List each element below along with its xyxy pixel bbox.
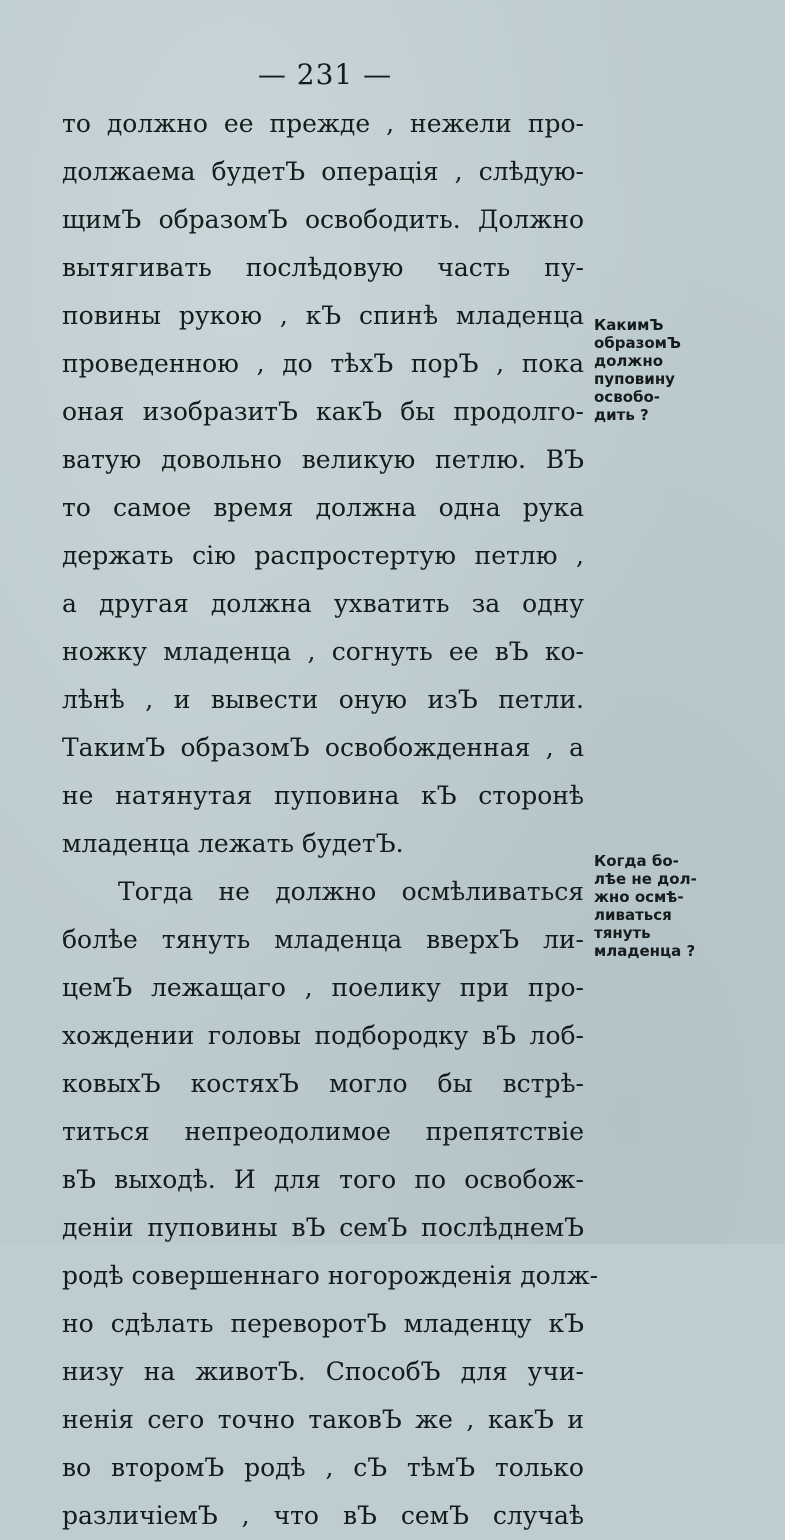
page-number: — 231 — bbox=[257, 58, 393, 91]
text-line: оная изобразитЪ какЪ бы продолго- bbox=[62, 397, 584, 426]
paragraph-1 bbox=[62, 100, 584, 868]
text-line: лѣнѣ , и вывести оную изЪ петли. bbox=[62, 685, 584, 714]
margin-note-line: дить ? bbox=[594, 406, 649, 424]
text-line: болѣе тянуть младенца вверхЪ ли- bbox=[62, 925, 584, 954]
margin-note bbox=[594, 852, 780, 960]
paragraph-2 bbox=[62, 868, 599, 1540]
text-line: Тогда не должно осмѣливаться bbox=[118, 877, 584, 906]
margin-note bbox=[594, 316, 780, 424]
text-line: но сдѣлать переворотЪ младенцу кЪ bbox=[62, 1309, 584, 1338]
margin-note-line: лѣе не дол- bbox=[594, 870, 697, 888]
text-line: деніи пуповины вЪ семЪ послѣднемЪ bbox=[62, 1213, 584, 1242]
text-line: младенца лежать будетЪ. bbox=[62, 829, 404, 858]
text-line: ватую довольно великую петлю. ВЪ bbox=[62, 445, 584, 474]
text-line: во второмЪ родѣ , сЪ тѣмЪ только bbox=[62, 1453, 584, 1482]
text-line: проведенною , до тѣхЪ порЪ , пока bbox=[62, 349, 584, 378]
text-line: то самое время должна одна рука bbox=[62, 493, 584, 522]
text-line: ТакимЪ образомЪ освобожденная , а bbox=[62, 733, 584, 762]
margin-note-line: Когда бо- bbox=[594, 852, 679, 870]
text-line: хождении головы подбородку вЪ лоб- bbox=[62, 1021, 584, 1050]
margin-note-line: КакимЪ bbox=[594, 316, 664, 334]
margin-note-line: освобо- bbox=[594, 388, 660, 406]
text-line: цемЪ лежащаго , поелику при про- bbox=[62, 973, 584, 1002]
text-line: ненія сего точно таковЪ же , какЪ и bbox=[62, 1405, 584, 1434]
main-text bbox=[62, 100, 599, 1540]
text-line: щимЪ образомЪ освободить. Должно bbox=[62, 205, 584, 234]
text-line: должаема будетЪ операція , слѣдую- bbox=[62, 157, 584, 186]
text-line: вЪ выходѣ. И для того по освобож- bbox=[62, 1165, 584, 1194]
text-line: ковыхЪ костяхЪ могло бы встрѣ- bbox=[62, 1069, 584, 1098]
text-line: различіемЪ , что вЪ семЪ случаѣ bbox=[62, 1501, 584, 1530]
margin-note-line: младенца ? bbox=[594, 942, 696, 960]
margin-note-line: жно осмѣ- bbox=[594, 888, 684, 906]
margin-note-line: должно bbox=[594, 352, 664, 370]
text-line: не натянутая пуповина кЪ сторонѣ bbox=[62, 781, 584, 810]
text-line: вытягивать послѣдовую часть пу- bbox=[62, 253, 584, 282]
margin-note-line: образомЪ bbox=[594, 334, 682, 352]
text-line: то должно ее прежде , нежели про- bbox=[62, 109, 584, 138]
margin-note-line: ливаться bbox=[594, 906, 672, 924]
text-line: титься непреодолимое препятствіе bbox=[62, 1117, 584, 1146]
text-line: а другая должна ухватить за одну bbox=[62, 589, 584, 618]
margin-note-line: тянуть bbox=[594, 924, 651, 942]
text-line: держать сію распростертую петлю , bbox=[62, 541, 584, 570]
text-line: повины рукою , кЪ спинѣ младенца bbox=[62, 301, 584, 330]
text-line: ножку младенца , согнуть ее вЪ ко- bbox=[62, 637, 584, 666]
text-line: низу на животЪ. СпособЪ для учи- bbox=[62, 1357, 584, 1386]
text-line: родѣ совершеннаго ногорожденія долж- bbox=[62, 1261, 599, 1290]
margin-note-line: пуповину bbox=[594, 370, 675, 388]
